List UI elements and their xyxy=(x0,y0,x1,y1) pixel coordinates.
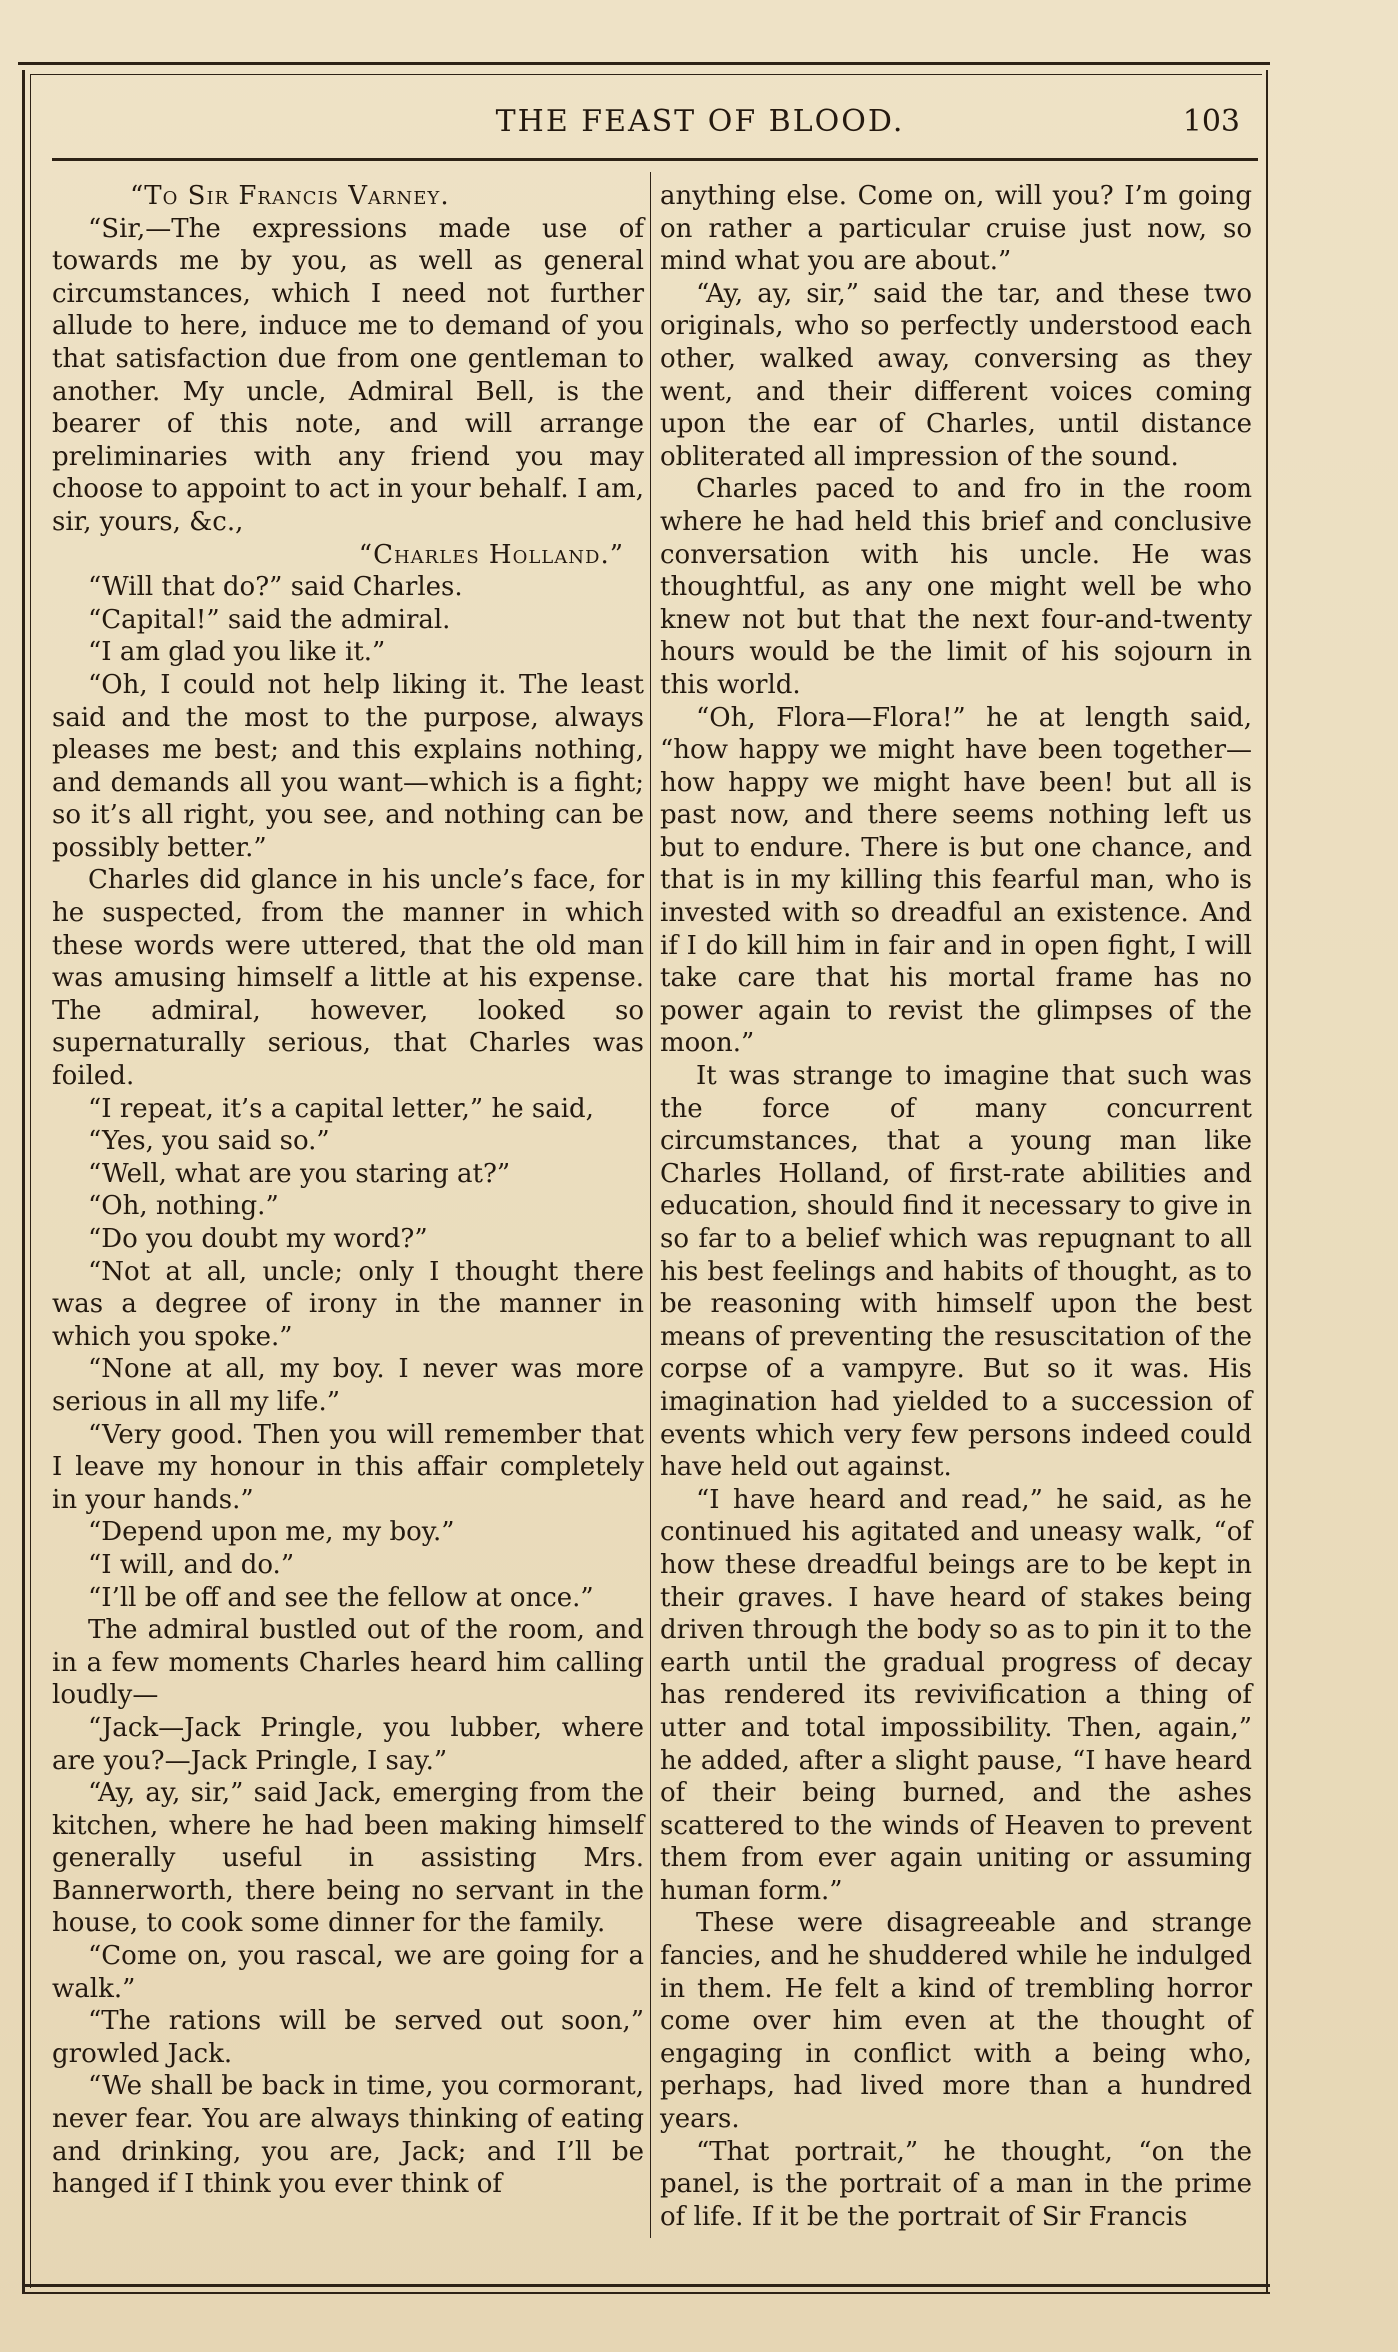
paragraph: “Oh, nothing.” xyxy=(88,1191,279,1222)
paragraph: Charles paced to and fro in the room where he had held this brief and conclusive conversation with his uncle. He was thoughtful, as any one might well be who knew not but that the next four-and-twenty hours would be the limit of his sojourn in this world. xyxy=(660,474,1252,700)
letter-body: “Sir,—The expressions made use of towards me by you, as well as general circumstances, which I need not further allude to here, induce me to demand of you that satisfaction due from one gentleman to another. My uncle, Admiral Bell, is the bearer of this note, and will arrange preliminaries with any friend you may choose to appoint to act in your behalf. I am, sir, yours, &c., xyxy=(52,213,644,537)
paragraph: “We shall be back in time, you cormorant, never fear. You are always thinking of eating and drinking, you are, Jack; and I’ll be hanged if I think you ever think of xyxy=(52,2071,644,2200)
paragraph: “Will that do?” said Charles. xyxy=(88,572,463,603)
paragraph: “Do you doubt my word?” xyxy=(88,1224,428,1254)
paragraph: “Ay, ay, sir,” said Jack, emerging from the kitchen, where he had been making himself generally useful in assisting Mrs. Bannerworth, there being no servant in the house, to cook some dinner for the family. xyxy=(52,1778,644,1939)
paragraph: “I have heard and read,” he said, as he continued his agitated and uneasy walk, “of how these dreadful beings are to be kept in their graves. I have heard of stakes being driven through the body so as to pin it to the earth until the gradual progress of decay has rendered its revivification a thing of utter and total impossibility. Then, again,” he added, after a slight pause, “I have heard of their being burned, and the ashes scattered to the winds of Heaven to prevent them from ever again uniting or assuming human form.” xyxy=(660,1484,1252,1906)
right-column xyxy=(660,180,1252,2233)
paragraph: “I will, and do.” xyxy=(88,1549,295,1580)
paragraph: It was strange to imagine that such was the force of many concurrent circumstances, that a young man like Charles Holland, of first-rate abilities and education, should find it necessary to give in so far to a belief which was repugnant to all his best feelings and habits of thought, as to be reasoning with himself upon the best means of preventing the resuscitation of the corpse of a vampyre. But so it was. His imagination had yielded to a succession of events which very few persons indeed could have held out against. xyxy=(660,1061,1252,1483)
paragraph: The admiral bustled out of the room, and in a few moments Charles heard him calling loudly— xyxy=(52,1615,644,1711)
paragraph: “None at all, my boy. I never was more serious in all my life.” xyxy=(52,1354,644,1417)
paragraph: “Depend upon me, my boy.” xyxy=(88,1517,455,1548)
bottom-outer-rule xyxy=(22,2292,1270,2294)
left-border-rule xyxy=(22,70,25,2292)
right-border-rule xyxy=(1266,70,1268,2292)
paragraph: “I am glad you like it.” xyxy=(88,637,386,668)
left-column xyxy=(52,180,644,2201)
paragraph: “Oh, I could not help liking it. The least said and the most to the purpose, always pleases me best; and this explains nothing, and demands all you want—which is a fight; so it’s all right, you see, and nothing can be possibly better.” xyxy=(52,669,644,863)
letter-salutation: “To Sir Francis Varney. xyxy=(130,181,450,211)
paragraph: “Well, what are you staring at?” xyxy=(88,1158,511,1189)
paragraph: “Not at all, uncle; only I thought there was a degree of irony in the manner in which you spoke.” xyxy=(52,1256,644,1352)
page-number: 103 xyxy=(1182,104,1240,139)
paragraph: “Oh, Flora—Flora!” he at length said, “how happy we might have been together—how happy we might have been! but all is past now, and there seems nothing left us but to endure. There is but one chance, and that is in my killing this fearful man, who is invested with so dreadful an existence. And if I do kill him in fair and in open fight, I will take care that his mortal frame has no power again to revist the glimpses of the moon.” xyxy=(660,702,1252,1059)
top-inner-rule xyxy=(30,74,1262,75)
paragraph: “Yes, you said so.” xyxy=(88,1126,330,1157)
paragraph: “Jack—Jack Pringle, you lubber, where are you?—Jack Pringle, I say.” xyxy=(52,1712,644,1776)
paragraph: “The rations will be served out soon,” growled Jack. xyxy=(52,2006,644,2069)
paragraph: These were disagreeable and strange fancies, and he shuddered while he indulged in them. He felt a kind of trembling horror come over him even at the thought of engaging in conflict with a being who, perhaps, had lived more than a hundred years. xyxy=(660,1908,1252,2135)
paragraph: “I’ll be off and see the fellow at once.” xyxy=(88,1582,594,1613)
letter-signature: “Charles Holland.” xyxy=(358,539,624,570)
running-title: THE FEAST OF BLOOD. xyxy=(495,104,905,139)
left-inner-rule xyxy=(30,74,31,2288)
paragraph: “Ay, ay, sir,” said the tar, and these two originals, who so perfectly understood each other, walked away, conversing as they went, and their different voices coming upon the ear of Charles, until distance obliterated all impression of the sound. xyxy=(660,278,1252,472)
paragraph: “Capital!” said the admiral. xyxy=(88,604,451,635)
top-border-rule xyxy=(18,62,1270,65)
column-divider xyxy=(650,172,651,2238)
header-rule xyxy=(52,158,1258,161)
paragraph: “Very good. Then you will remember that I leave my honour in this affair completely in your hands.” xyxy=(52,1419,644,1515)
bottom-border-rule xyxy=(22,2284,1270,2287)
paragraph-continued: anything else. Come on, will you? I’m going on rather a particular cruise just now, so mind what you are about.” xyxy=(660,181,1252,277)
paragraph: “That portrait,” he thought, “on the panel, is the portrait of a man in the prime of life. If it be the portrait of Sir Francis xyxy=(660,2136,1252,2232)
paragraph: Charles did glance in his uncle’s face, for he suspected, from the manner in which these words were uttered, that the old man was amusing himself a little at his expense. The admiral, however, looked so supernaturally serious, that Charles was foiled. xyxy=(52,865,644,1092)
paragraph: “Come on, you rascal, we are going for a walk.” xyxy=(52,1941,644,2004)
paragraph: “I repeat, it’s a capital letter,” he said, xyxy=(88,1093,594,1124)
